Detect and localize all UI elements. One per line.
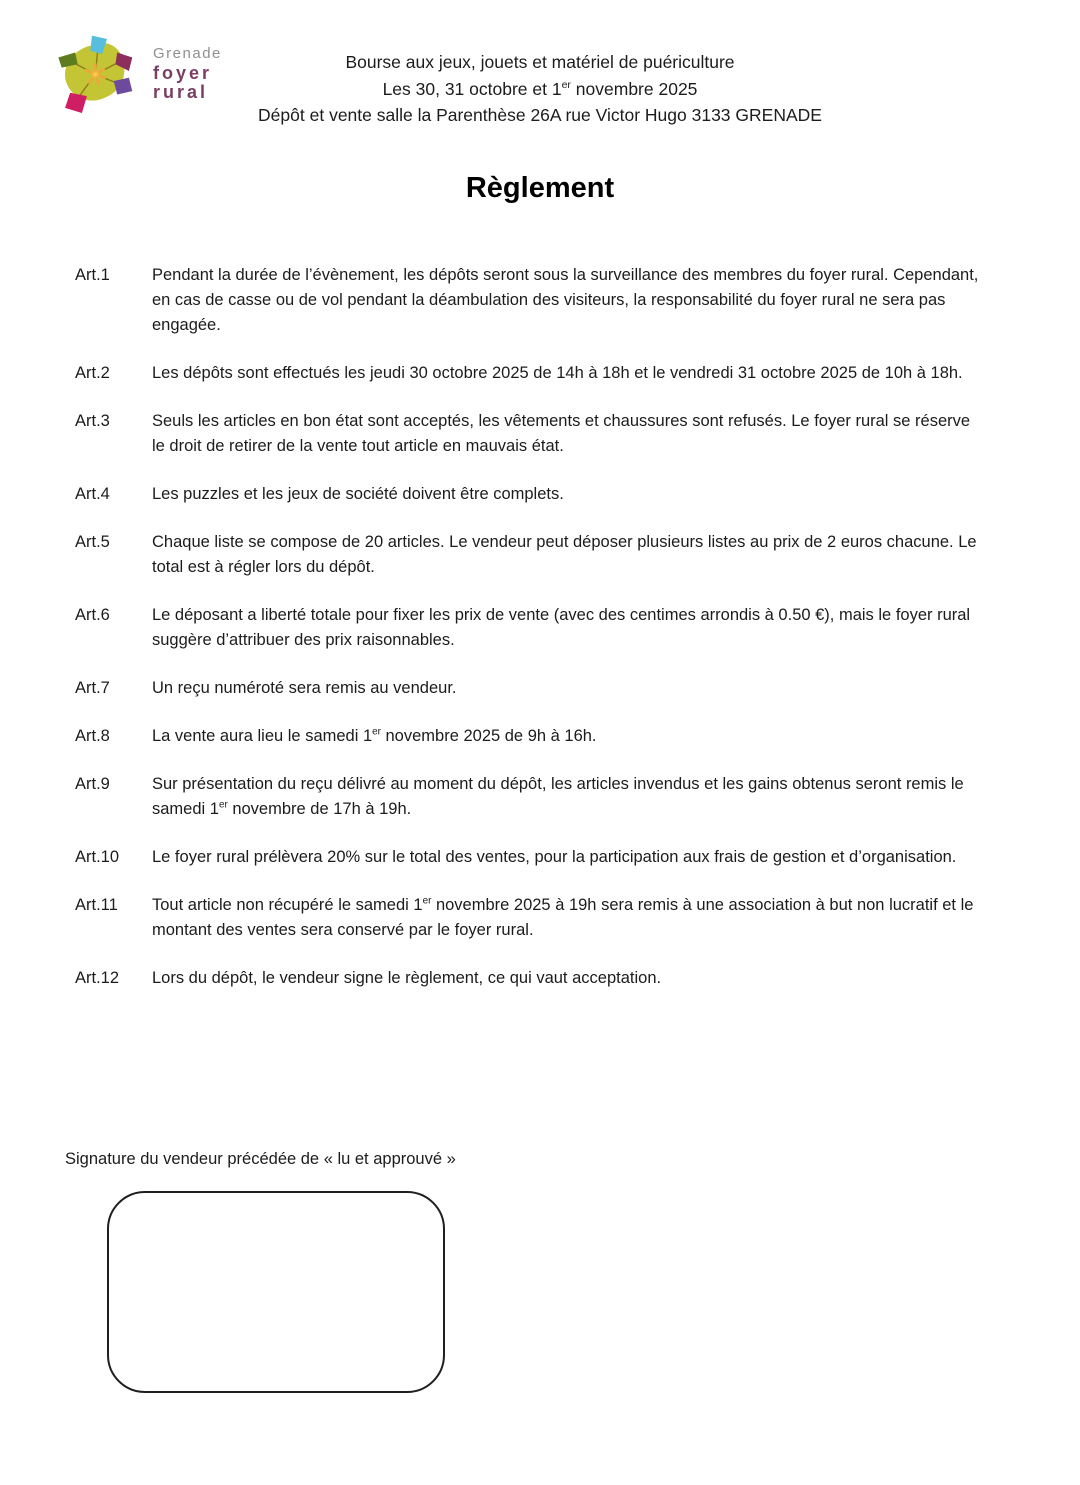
article-row bbox=[75, 263, 985, 338]
articles-list bbox=[75, 263, 985, 1014]
article-text: La vente aura lieu le samedi 1er novembre 2025 de 9h à 16h. bbox=[152, 726, 597, 745]
article-number: Art.7 bbox=[75, 679, 110, 697]
article-row bbox=[75, 603, 985, 653]
article-row bbox=[75, 772, 985, 822]
article-row bbox=[75, 676, 985, 701]
article-text: Les puzzles et les jeux de société doivent être complets. bbox=[152, 485, 564, 503]
article-row bbox=[75, 893, 985, 943]
article-row bbox=[75, 845, 985, 870]
article-text: Un reçu numéroté sera remis au vendeur. bbox=[152, 679, 457, 697]
header-event-title: Bourse aux jeux, jouets et matériel de puériculture bbox=[345, 52, 735, 72]
article-row bbox=[75, 361, 985, 386]
article-number: Art.5 bbox=[75, 533, 110, 551]
document-header bbox=[0, 49, 1080, 129]
article-number: Art.12 bbox=[75, 969, 120, 987]
article-row bbox=[75, 409, 985, 459]
article-number: Art.9 bbox=[75, 775, 110, 793]
header-event-location: Dépôt et vente salle la Parenthèse 26A rue Victor Hugo 3133 GRENADE bbox=[258, 105, 822, 125]
article-number: Art.1 bbox=[75, 266, 110, 284]
article-number: Art.6 bbox=[75, 606, 110, 624]
article-number: Art.11 bbox=[75, 896, 118, 914]
article-text: Tout article non récupéré le samedi 1er novembre 2025 à 19h sera remis à une association à but non lucratif et le montant des ventes sera conservé par le foyer rural. bbox=[152, 895, 974, 939]
article-row bbox=[75, 724, 985, 749]
article-number: Art.10 bbox=[75, 848, 120, 866]
page-title: Règlement bbox=[465, 172, 615, 204]
signature-caption: Signature du vendeur précédée de « lu et approuvé » bbox=[65, 1150, 456, 1168]
article-text: Le foyer rural prélèvera 20% sur le total des ventes, pour la participation aux frais de gestion et d’organisation. bbox=[152, 848, 957, 866]
article-number: Art.4 bbox=[75, 485, 110, 503]
article-text: Sur présentation du reçu délivré au moment du dépôt, les articles invendus et les gains obtenus seront remis le samedi 1er novembre de 17h à 19h. bbox=[152, 775, 964, 818]
article-row bbox=[75, 966, 985, 991]
header-event-dates: Les 30, 31 octobre et 1er novembre 2025 bbox=[382, 78, 698, 99]
article-number: Art.8 bbox=[75, 727, 110, 745]
logo-city-label: Grenade bbox=[153, 44, 222, 62]
article-text: Seuls les articles en bon état sont acceptés, les vêtements et chaussures sont refusés. Le foyer rural se réserve le droit de retirer de la vente tout article en mauvais état. bbox=[152, 412, 971, 455]
signature-box bbox=[107, 1191, 445, 1393]
article-text: Chaque liste se compose de 20 articles. Le vendeur peut déposer plusieurs listes au prix de 2 euros chacune. Le total est à régler lors du dépôt. bbox=[152, 533, 977, 576]
article-text: Pendant la durée de l’évènement, les dépôts seront sous la surveillance des membres du foyer rural. Cependant, en cas de casse ou de vol pendant la déambulation des visiteurs, la responsabilité du foyer rural ne sera pas engagée. bbox=[152, 266, 979, 334]
article-number: Art.3 bbox=[75, 412, 110, 430]
article-text: Les dépôts sont effectués les jeudi 30 octobre 2025 de 14h à 18h et le vendredi 31 octobre 2025 de 10h à 18h. bbox=[152, 364, 963, 382]
article-text: Lors du dépôt, le vendeur signe le règlement, ce qui vaut acceptation. bbox=[152, 969, 662, 987]
article-text: Le déposant a liberté totale pour fixer les prix de vente (avec des centimes arrondis à 0.50 €), mais le foyer rural suggère d’attribuer des prix raisonnables. bbox=[152, 606, 971, 649]
logo-name-line1: foyer bbox=[153, 63, 213, 84]
article-row bbox=[75, 530, 985, 580]
article-number: Art.2 bbox=[75, 364, 110, 382]
logo-name-line2: rural bbox=[153, 82, 209, 103]
article-row bbox=[75, 482, 985, 507]
